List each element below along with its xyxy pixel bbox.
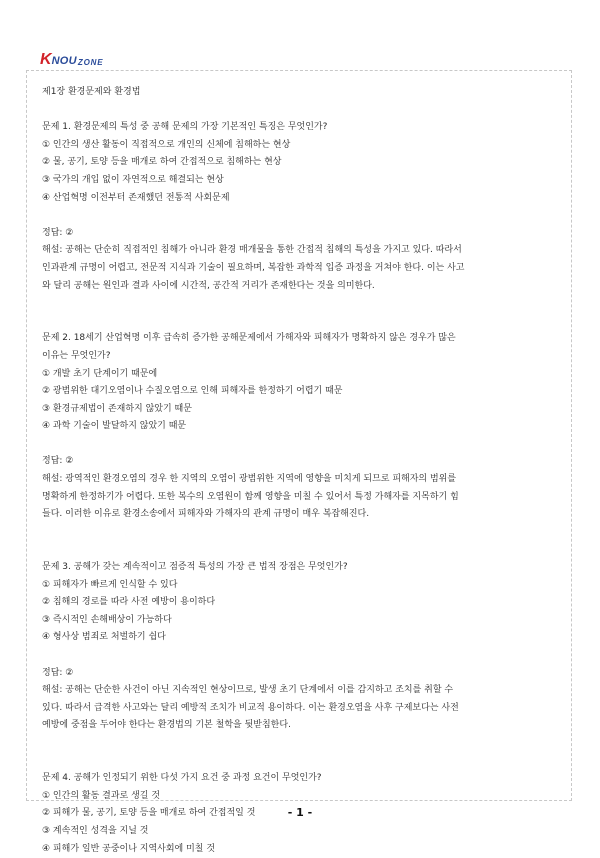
option: ④ 피해가 일반 공중이나 지역사회에 미칠 것 [42, 843, 216, 854]
answer: 정답: ② [42, 667, 74, 678]
logo-nou: NOU [51, 55, 77, 67]
question-block-1 [42, 119, 562, 295]
question-text: 문제 2. 18세기 산업혁명 이후 급속히 증가한 공해문제에서 가해자와 피해자가 명확하지 않은 경우가 많은 [42, 333, 456, 344]
explanation-line: 해설: 공해는 단순히 직접적인 침해가 아니라 환경 매개물을 통한 간접적 침해의 특성을 가지고 있다. 따라서 [42, 245, 462, 256]
explanation-line: 명확하게 한정하기가 어렵다. 또한 복수의 오염원이 함께 영향을 미칠 수 있어서 특정 가해자를 지목하기 힘 [42, 491, 459, 502]
option: ③ 즉시적인 손해배상이 가능하다 [42, 614, 172, 625]
explanation-line: 들다. 이러한 이유로 환경소송에서 피해자와 가해자의 관계 규명이 매우 복잡해진다. [42, 509, 370, 520]
option: ① 인간의 활동 결과로 생길 것 [42, 790, 161, 801]
question-text: 문제 4. 공해가 인정되기 위한 다섯 가지 요건 중 과정 요건이 무엇인가? [42, 773, 322, 784]
option: ④ 산업혁명 이전부터 존재했던 전통적 사회문제 [42, 192, 230, 203]
logo-letter-k: K [40, 51, 52, 68]
logo-zone: ZONE [77, 58, 104, 67]
question-text: 문제 3. 공해가 갖는 계속적이고 점증적 특성의 가장 큰 법적 장점은 무엇인가? [42, 562, 348, 573]
option: ② 침해의 경로를 따라 사전 예방이 용이하다 [42, 597, 216, 608]
document-body [42, 84, 562, 858]
question-block-3 [42, 559, 562, 735]
answer: 정답: ② [42, 456, 74, 467]
explanation-line: 해설: 광역적인 환경오염의 경우 한 지역의 오염이 광범위한 지역에 영향을 미치게 되므로 피해자의 범위를 [42, 474, 457, 485]
explanation-line: 있다. 따라서 급격한 사고와는 달리 예방적 조치가 비교적 용이하다. 이는 환경오염을 사후 구제보다는 사전 [42, 702, 459, 713]
option: ② 광범위한 대기오염이나 수질오염으로 인해 피해자를 한정하기 어렵기 때문 [42, 386, 343, 397]
question-text: 문제 1. 환경문제의 특성 중 공해 문제의 가장 기본적인 특징은 무엇인가? [42, 122, 328, 133]
explanation-line: 와 달리 공해는 원인과 결과 사이에 시간적, 공간적 거리가 존재한다는 것을 의미한다. [42, 280, 375, 291]
option: ③ 계속적인 성격을 지닐 것 [42, 825, 149, 836]
option: ④ 과학 기술이 발달하지 않았기 때문 [42, 421, 187, 432]
knouzone-logo [40, 52, 103, 68]
explanation-line: 예방에 중점을 두어야 한다는 환경법의 기본 철학을 뒷받침한다. [42, 720, 291, 731]
option: ④ 형사상 범죄로 처벌하기 쉽다 [42, 632, 166, 643]
option: ③ 환경규제법이 존재하지 않았기 때문 [42, 403, 192, 414]
option: ① 인간의 생산 활동이 직접적으로 개인의 신체에 침해하는 현상 [42, 139, 291, 150]
option: ③ 국가의 개입 없이 자연적으로 해결되는 현상 [42, 174, 224, 185]
answer: 정답: ② [42, 227, 74, 238]
option: ② 피해가 물, 공기, 토양 등을 매개로 하여 간접적일 것 [42, 808, 256, 819]
page-number: - 1 - [287, 806, 313, 819]
explanation-line: 인과관계 규명이 어렵고, 전문적 지식과 기술이 필요하며, 복잡한 과학적 입증 과정을 거쳐야 한다. 이는 사고 [42, 262, 465, 273]
option: ② 물, 공기, 토양 등을 매개로 하여 간접적으로 침해하는 현상 [42, 157, 282, 168]
chapter-title: 제1장 환경문제와 환경법 [42, 87, 141, 97]
question-block-2 [42, 330, 562, 524]
question-text-cont: 이유는 무엇인가? [42, 350, 111, 361]
option: ① 피해자가 빠르게 인식할 수 있다 [42, 579, 178, 590]
option: ① 개발 초기 단계이기 때문에 [42, 368, 158, 379]
explanation-line: 해설: 공해는 단순한 사건이 아닌 지속적인 현상이므로, 발생 초기 단계에서 이를 감지하고 조치를 취할 수 [42, 685, 454, 696]
